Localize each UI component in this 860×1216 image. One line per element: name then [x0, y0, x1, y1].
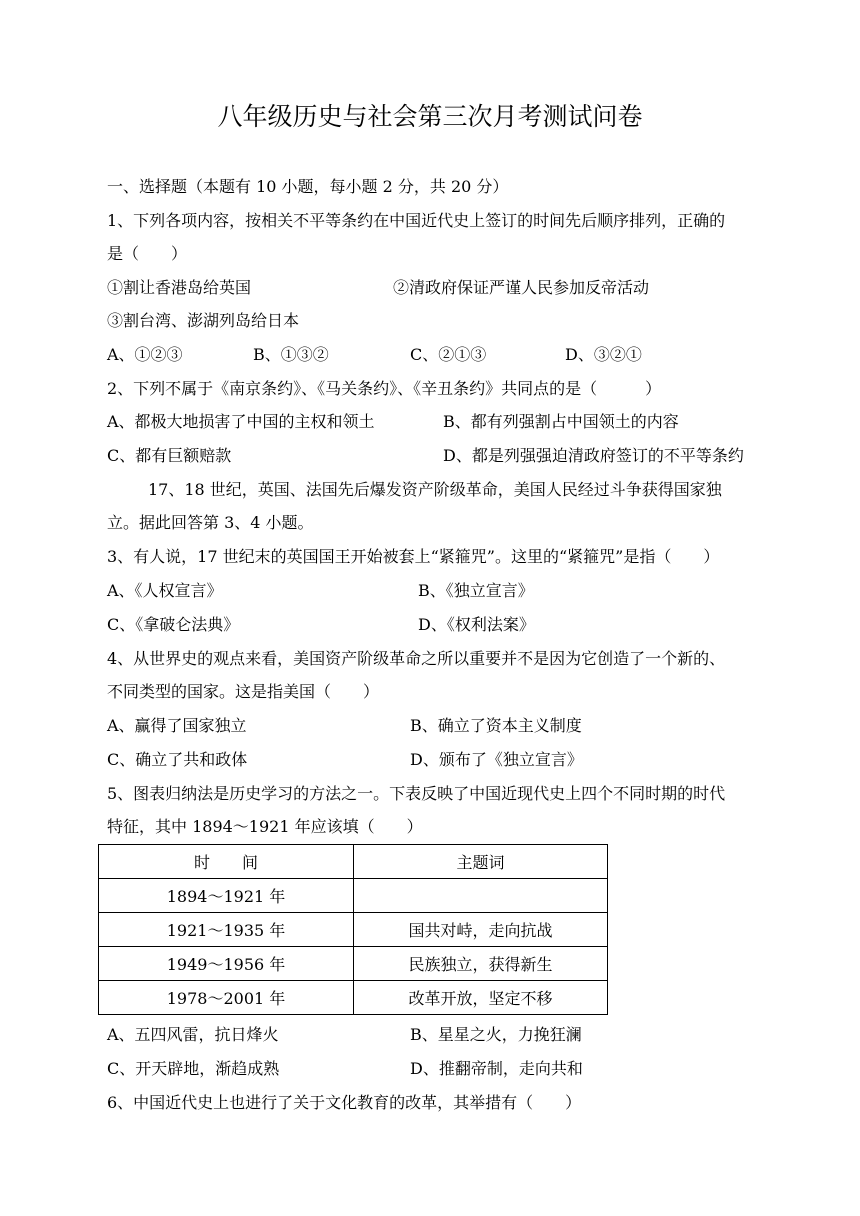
q4-option-b: B、确立了资本主义制度 [410, 716, 582, 735]
table-row [99, 947, 608, 981]
passage-line1: 17、18 世纪，英国、法国先后爆发资产阶级革命，美国人民经过斗争获得国家独 [148, 480, 722, 499]
period-theme-table [98, 844, 608, 1015]
q5-option-c: C、开天辟地，渐趋成熟 [107, 1059, 280, 1078]
table-cell-theme: 改革开放，坚定不移 [354, 981, 608, 1015]
q4-option-d: D、颁布了《独立宣言》 [410, 750, 583, 769]
q1-stem-line1: 1、下列各项内容，按相关不平等条约在中国近代史上签订的时间先后顺序排列，正确的 [107, 211, 726, 230]
q5-option-b: B、星星之火，力挽狂澜 [410, 1025, 582, 1044]
table-row [99, 879, 608, 913]
table-cell-period: 1894～1921 年 [99, 879, 354, 913]
page-title: 八年级历史与社会第三次月考测试问卷 [217, 102, 643, 131]
q3-option-d: D、《权利法案》 [418, 615, 535, 634]
section-heading: 一、选择题（本题有 10 小题，每小题 2 分，共 20 分） [107, 177, 509, 196]
passage-line2: 立。据此回答第 3、4 小题。 [107, 513, 314, 532]
q1-stem-line2: 是（ ） [107, 244, 188, 263]
table-cell-period: 1921～1935 年 [99, 913, 354, 947]
q3-option-b: B、《独立宣言》 [418, 581, 534, 600]
table-row [99, 981, 608, 1015]
q4-option-c: C、确立了共和政体 [107, 750, 248, 769]
table-header-row [99, 845, 608, 879]
q1-item-1: ①割让香港岛给英国 [107, 278, 252, 297]
q1-option-a: A、①②③ [107, 345, 183, 364]
table-cell-period: 1978～2001 年 [99, 981, 354, 1015]
table-row [99, 913, 608, 947]
q2-option-b: B、都有列强割占中国领土的内容 [443, 412, 679, 431]
q5-stem-line2: 特征，其中 1894～1921 年应该填（ ） [107, 817, 423, 836]
q1-option-c: C、②①③ [410, 345, 487, 364]
q1-item-3: ③割台湾、澎湖列岛给日本 [107, 311, 300, 330]
q5-stem-line1: 5、图表归纳法是历史学习的方法之一。下表反映了中国近现代史上四个不同时期的时代 [107, 784, 726, 803]
q3-option-a: A、《人权宣言》 [107, 581, 223, 600]
q1-item-2: ②清政府保证严谨人民参加反帝活动 [393, 278, 650, 297]
q2-option-c: C、都有巨额赔款 [107, 446, 232, 465]
q5-option-d: D、推翻帝制，走向共和 [410, 1059, 583, 1078]
q2-stem: 2、下列不属于《南京条约》、《马关条约》、《辛丑条约》共同点的是（ ） [107, 379, 662, 398]
q6-stem: 6、中国近代史上也进行了关于文化教育的改革，其举措有（ ） [107, 1093, 582, 1112]
table-cell-theme: 民族独立，获得新生 [354, 947, 608, 981]
q3-option-c: C、《拿破仑法典》 [107, 615, 240, 634]
table-cell-period: 1949～1956 年 [99, 947, 354, 981]
q2-option-d: D、都是列强强迫清政府签订的不平等条约 [443, 446, 744, 465]
q1-option-d: D、③②① [565, 345, 642, 364]
table-header-cell: 时 间 [99, 845, 354, 879]
q4-stem-line2: 不同类型的国家。这是指美国（ ） [107, 682, 380, 701]
q1-option-b: B、①③② [253, 345, 329, 364]
table-cell-theme-blank [354, 879, 608, 913]
q5-option-a: A、五四风雷，抗日烽火 [107, 1025, 279, 1044]
q4-stem-line1: 4、从世界史的观点来看，美国资产阶级革命之所以重要并不是因为它创造了一个新的、 [107, 649, 726, 668]
q4-option-a: A、赢得了国家独立 [107, 716, 247, 735]
table-header-cell: 主题词 [354, 845, 608, 879]
q2-option-a: A、都极大地损害了中国的主权和领土 [107, 412, 375, 431]
q3-stem: 3、有人说，17 世纪末的英国国王开始被套上“紧箍咒”。这里的“紧箍咒”是指（ ） [107, 547, 720, 566]
table-cell-theme: 国共对峙，走向抗战 [354, 913, 608, 947]
